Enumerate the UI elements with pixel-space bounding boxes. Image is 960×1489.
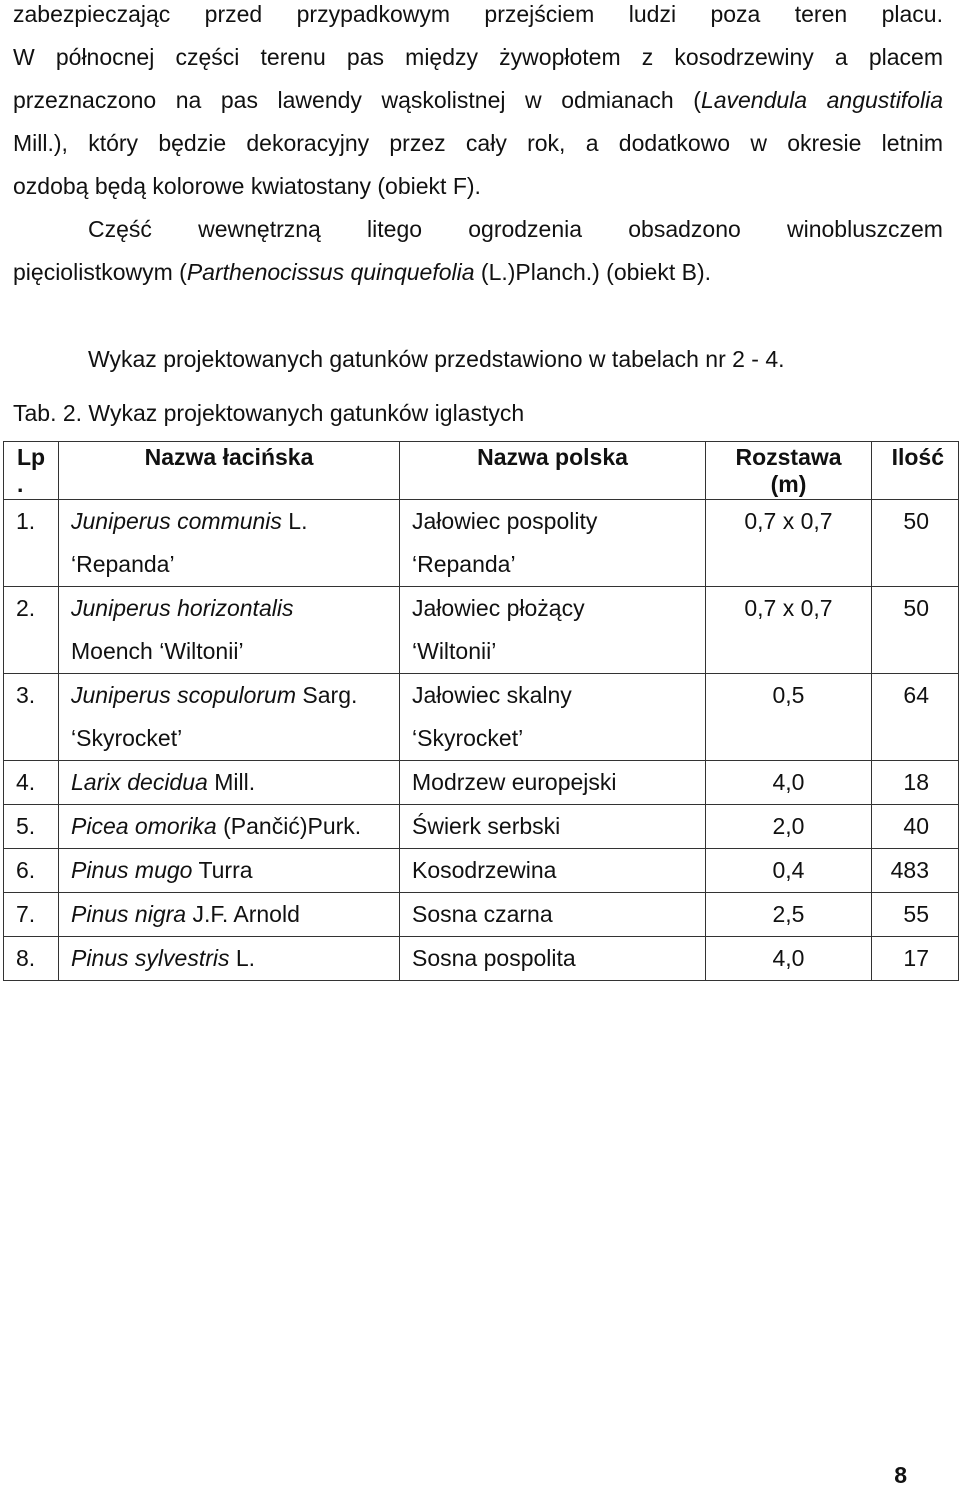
polish-line: Jałowiec skalny: [412, 682, 572, 708]
word: przypadkowym: [296, 1, 451, 27]
text: J.F. Arnold: [186, 901, 300, 927]
cell-polish-name: Świerk serbski: [400, 805, 706, 849]
table-row: [4, 849, 959, 893]
table-header-row: [4, 442, 959, 500]
italic-species-name: Lavendula angustifolia: [700, 87, 944, 113]
table-row: [4, 761, 959, 805]
text: Turra: [192, 857, 253, 883]
italic-species-name: Juniperus communis: [71, 508, 282, 534]
word: obsadzono: [628, 216, 741, 242]
cell-polish-name: Modrzew europejski: [400, 761, 706, 805]
cell-latin-name: [59, 500, 400, 587]
cell-spacing: 4,0: [706, 761, 872, 805]
cell-quantity: 64: [872, 674, 959, 761]
latin-line-2: Moench ‘Wiltonii’: [71, 638, 244, 664]
cell-spacing: 0,7 x 0,7: [706, 500, 872, 587]
polish-line-2: ‘Skyrocket’: [412, 725, 524, 751]
cell-lp: 3.: [4, 674, 59, 761]
cell-lp: 1.: [4, 500, 59, 587]
word: litego: [367, 216, 423, 242]
word: przed: [204, 1, 263, 27]
italic-species-name: Pinus sylvestris: [71, 945, 230, 971]
polish-line-2: ‘Repanda’: [412, 551, 516, 577]
italic-species-name: Parthenocissus quinquefolia: [186, 259, 475, 285]
cell-quantity: 55: [872, 893, 959, 937]
species-table: [3, 441, 959, 981]
cell-spacing: 0,7 x 0,7: [706, 587, 872, 674]
word: winobluszczem: [787, 216, 943, 242]
polish-line-2: ‘Wiltonii’: [412, 638, 497, 664]
latin-line: [71, 587, 399, 630]
cell-latin-name: [59, 893, 400, 937]
table-row: [4, 805, 959, 849]
cell-quantity: 50: [872, 500, 959, 587]
cell-polish-name: Sosna czarna: [400, 893, 706, 937]
latin-line: [71, 500, 399, 543]
polish-line: Jałowiec płożący: [412, 595, 585, 621]
italic-species-name: Pinus mugo: [71, 857, 193, 883]
header-lp: [4, 442, 59, 500]
text: L.: [229, 945, 256, 971]
header-lp-text: Lp: [17, 444, 46, 470]
cell-quantity: 17: [872, 937, 959, 981]
text: Mill.: [207, 769, 256, 795]
word: ogrodzenia: [468, 216, 583, 242]
cell-quantity: 483: [872, 849, 959, 893]
cell-spacing: 0,4: [706, 849, 872, 893]
cell-quantity: 50: [872, 587, 959, 674]
table-row: [4, 500, 959, 587]
page-number: 8: [894, 1462, 907, 1488]
italic-species-name: Pinus nigra: [71, 901, 187, 927]
paragraph-1-line-3: [13, 86, 943, 114]
italic-species-name: Picea omorika: [71, 813, 217, 839]
header-spacing-text: Rozstawa: [735, 444, 842, 470]
text: Sarg.: [296, 682, 358, 708]
paragraph-1-line-4: Mill.), który będzie dekoracyjny przez cały rok, a dodatkowo w okresie letnim: [13, 130, 943, 156]
cell-lp: 6.: [4, 849, 59, 893]
table-caption: Tab. 2. Wykaz projektowanych gatunków iglastych: [13, 400, 525, 426]
cell-lp: 5.: [4, 805, 59, 849]
cell-spacing: 4,0: [706, 937, 872, 981]
word: ludzi: [628, 1, 677, 27]
word: wewnętrzną: [198, 216, 321, 242]
paragraph-1-line-2: W północnej części terenu pas między żywopłotem z kosodrzewiny a placem: [13, 44, 943, 70]
cell-latin-name: [59, 805, 400, 849]
paragraph-1-line-1: [13, 0, 943, 28]
word: poza: [710, 1, 761, 27]
cell-spacing: 2,0: [706, 805, 872, 849]
paragraph-2-line-1: [88, 215, 943, 243]
text: L.: [281, 508, 308, 534]
word: Część: [88, 216, 152, 242]
cell-polish-name: [400, 500, 706, 587]
cell-quantity: 40: [872, 805, 959, 849]
latin-line-2: ‘Repanda’: [71, 551, 175, 577]
cell-lp: 2.: [4, 587, 59, 674]
polish-line: Jałowiec pospolity: [412, 508, 598, 534]
cell-quantity: 18: [872, 761, 959, 805]
latin-line-2: ‘Skyrocket’: [71, 725, 183, 751]
paragraph-3: Wykaz projektowanych gatunków przedstawiono w tabelach nr 2 - 4.: [88, 346, 785, 372]
text: pięciolistkowym (: [13, 259, 187, 285]
cell-polish-name: Kosodrzewina: [400, 849, 706, 893]
cell-latin-name: [59, 761, 400, 805]
header-latin-name: Nazwa łacińska: [59, 442, 400, 500]
word: teren: [794, 1, 848, 27]
cell-spacing: 0,5: [706, 674, 872, 761]
cell-latin-name: [59, 937, 400, 981]
header-lp-text: .: [17, 471, 24, 497]
paragraph-1-line-5: ozdobą będą kolorowe kwiatostany (obiekt F).: [13, 173, 481, 199]
text: (Pančić)Purk.: [216, 813, 362, 839]
italic-species-name: Juniperus scopulorum: [71, 682, 297, 708]
table-row: [4, 893, 959, 937]
header-polish-name: Nazwa polska: [400, 442, 706, 500]
italic-species-name: Larix decidua: [71, 769, 208, 795]
table-row: [4, 937, 959, 981]
cell-polish-name: [400, 674, 706, 761]
table-row: [4, 674, 959, 761]
word: przejściem: [484, 1, 595, 27]
cell-lp: 4.: [4, 761, 59, 805]
word: zabezpieczając: [13, 1, 171, 27]
text: (L.)Planch.) (obiekt B).: [474, 259, 711, 285]
cell-latin-name: [59, 587, 400, 674]
word: placu.: [881, 1, 943, 27]
paragraph-2-line-2: [13, 258, 711, 286]
header-spacing-text: (m): [770, 471, 807, 497]
table-row: [4, 587, 959, 674]
cell-latin-name: [59, 849, 400, 893]
cell-lp: 7.: [4, 893, 59, 937]
cell-latin-name: [59, 674, 400, 761]
text: przeznaczono na pas lawendy wąskolistnej w odmianach (: [13, 87, 701, 113]
cell-lp: 8.: [4, 937, 59, 981]
header-quantity: Ilość: [872, 442, 959, 500]
cell-polish-name: Sosna pospolita: [400, 937, 706, 981]
header-spacing: [706, 442, 872, 500]
italic-species-name: Juniperus horizontalis: [71, 595, 294, 621]
latin-line: [71, 674, 399, 717]
cell-spacing: 2,5: [706, 893, 872, 937]
cell-polish-name: [400, 587, 706, 674]
